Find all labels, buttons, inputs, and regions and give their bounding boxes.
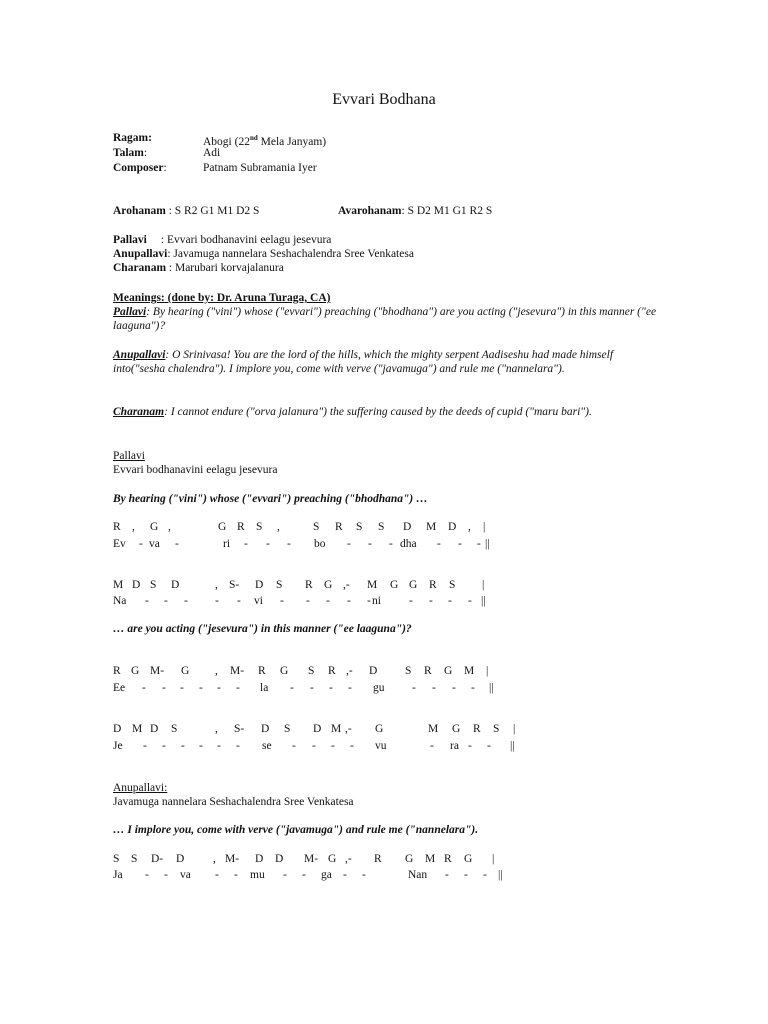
notation-token: - [181, 740, 185, 752]
page-title: Evvari Bodhana [332, 91, 436, 108]
anupallavi-lyric: Javamuga nannelara Seshachalendra Sree Venkatesa [113, 796, 354, 808]
charanam-summary: Charanam : Marubari korvajalanura [113, 262, 284, 274]
notation-token: va [149, 538, 160, 550]
notation-token: S [276, 579, 283, 591]
notation-token: - [180, 682, 184, 694]
notation-token: G [181, 665, 190, 677]
notation-token: G [218, 521, 227, 533]
notation-token: , [168, 521, 171, 533]
notation-token: - [143, 740, 147, 752]
notation-token: - [452, 682, 456, 694]
notation-token: , [215, 665, 218, 677]
composer-label: Composer: [113, 162, 167, 174]
notation-token: G [375, 723, 384, 735]
notation-token: S [171, 723, 178, 735]
notation-token: - [458, 538, 462, 550]
notation-token: - [389, 538, 393, 550]
notation-token: - [162, 682, 166, 694]
notation-token: - [244, 538, 248, 550]
notation-token: S [405, 665, 412, 677]
notation-token: S [150, 579, 157, 591]
notation-token: bo [314, 538, 326, 550]
notation-token: - [302, 869, 306, 881]
notation-token: || [510, 740, 515, 752]
pallavi-lyric: Evvari bodhanavini eelagu jesevura [113, 464, 278, 476]
notation-token: S [313, 521, 320, 533]
notation-token: S [256, 521, 263, 533]
notation-token: M- [304, 853, 319, 865]
avarohanam: Avarohanam: S D2 M1 G1 R2 S [338, 205, 493, 217]
pallavi-heading: Pallavi [113, 450, 145, 462]
notation-token: - [347, 595, 351, 607]
notation-token: M- [225, 853, 240, 865]
notation-token: - [362, 869, 366, 881]
notation-token: D [369, 665, 378, 677]
notation-token: R [429, 579, 437, 591]
notation-token: - [162, 740, 166, 752]
notation-token: dha [400, 538, 417, 550]
notation-token: mu [250, 869, 265, 881]
notation-token: R [424, 665, 432, 677]
notation-token: D [113, 723, 122, 735]
notation-token: , [132, 521, 135, 533]
meaning-anupallavi: Anupallavi: O Srinivasa! You are the lord of the hills, which the mighty serpent Aadiseshu had made himself into("sesha chalendra"). I implore you, come with verve ("javamuga") and rule me ("nannelara"). [113, 349, 614, 375]
notation-token: G [409, 579, 418, 591]
notation-token: - [175, 538, 179, 550]
notation-token: ,- [346, 665, 353, 677]
notation-token: M [428, 723, 439, 735]
notation-token: - [412, 682, 416, 694]
notation-token: - [487, 740, 491, 752]
pallavi-summary: Pallavi : Evvari bodhanavini eelagu jesevura [113, 234, 332, 246]
notation-token: R [328, 665, 336, 677]
notation-token: ra [450, 740, 459, 752]
notation-token: S [356, 521, 363, 533]
notation-token: vu [375, 740, 387, 752]
notation-token: Ja [113, 869, 123, 881]
notation-token: , [215, 579, 218, 591]
anupallavi-summary: Anupallavi: Javamuga nannelara Seshachalendra Sree Venkatesa [113, 248, 414, 260]
notation-token: D [176, 853, 185, 865]
notation-token: S [131, 853, 138, 865]
composer-value: Patnam Subramania Iyer [203, 162, 317, 174]
notation-token: - [145, 595, 149, 607]
notation-token: - [236, 682, 240, 694]
notation-token: - [184, 595, 188, 607]
notation-token: - [139, 538, 143, 550]
notation-token: || [489, 682, 494, 694]
notation-token: D [132, 579, 141, 591]
ragam-label: Ragam: [113, 132, 152, 144]
notation-token: M- [150, 665, 165, 677]
notation-token: Nan [408, 869, 428, 881]
anupallavi-heading: Anupallavi: [113, 782, 168, 794]
notation-token: - [445, 869, 449, 881]
notation-token: R [237, 521, 245, 533]
notation-token: - [483, 869, 487, 881]
notation-token: G [452, 723, 461, 735]
notation-token: , [277, 521, 280, 533]
notation-token: M [331, 723, 342, 735]
notation-token: G [444, 665, 453, 677]
notation-token: D [171, 579, 180, 591]
notation-token: - [199, 682, 203, 694]
notation-token: R [473, 723, 481, 735]
notation-token: - [164, 869, 168, 881]
notation-token: - [287, 538, 291, 550]
notation-token: - [348, 682, 352, 694]
notation-token: ,- [343, 579, 350, 591]
notation-token: vi [254, 595, 263, 607]
notation-token: M [132, 723, 143, 735]
notation-token: - [409, 595, 413, 607]
notation-token: D [255, 579, 264, 591]
notation-token: - [142, 682, 146, 694]
notation-token: - [145, 869, 149, 881]
notation-token: R [258, 665, 266, 677]
notation-token: R [113, 521, 121, 533]
notation-token: Je [113, 740, 123, 752]
pallavi-meaning-1: By hearing ("vini") whose ("evvari") preaching ("bhodhana") … [113, 493, 428, 505]
notation-token: ,- [345, 853, 352, 865]
notation-token: | [483, 521, 486, 533]
notation-token: - [468, 595, 472, 607]
notation-token: G [328, 853, 337, 865]
notation-token: - [292, 740, 296, 752]
notation-token: R [305, 579, 313, 591]
notation-token: - [234, 869, 238, 881]
meaning-pallavi: Pallavi: By hearing ("vini") whose ("evvari") preaching ("bhodhana") are you acting ("jesevura") in this manner ("ee laaguna")? [113, 306, 657, 332]
ragam-value: Abogi (22nd Mela Janyam) [203, 134, 327, 148]
notation-token: - [326, 595, 330, 607]
anupallavi-meaning-1: … I implore you, come with verve ("javamuga") and rule me ("nannelara"). [113, 824, 479, 836]
notation-token: M [113, 579, 124, 591]
notation-token: - [280, 595, 284, 607]
notation-token: - [329, 682, 333, 694]
notation-token: D [255, 853, 264, 865]
notation-token: G [464, 853, 473, 865]
notation-token: R [444, 853, 452, 865]
notation-token: R [335, 521, 343, 533]
talam-value: Adi [203, 147, 221, 159]
notation-token: - [217, 682, 221, 694]
notation-token: G [131, 665, 140, 677]
notation-token: - [306, 595, 310, 607]
notation-token: - [290, 682, 294, 694]
notation-token: - [347, 538, 351, 550]
notation-token: - [448, 595, 452, 607]
notation-token: - [215, 595, 219, 607]
notation-token: - [164, 595, 168, 607]
notation-token: M [426, 521, 437, 533]
notation-token: G [150, 521, 159, 533]
notation-token: | [492, 853, 495, 865]
notation-token: D [261, 723, 270, 735]
notation-token: - [217, 740, 221, 752]
notation-token: - [199, 740, 203, 752]
notation-token: S [113, 853, 120, 865]
notation-token: ,- [345, 723, 352, 735]
notation-token: S- [234, 723, 245, 735]
notation-token: Na [113, 595, 127, 607]
notation-token: ni [372, 595, 381, 607]
notation-token: ri [223, 538, 231, 550]
notation-token: - [350, 740, 354, 752]
notation-token: , [468, 521, 471, 533]
notation-token: || [498, 869, 503, 881]
notation-token: D [403, 521, 412, 533]
notation-token: M [367, 579, 378, 591]
notation-token: D- [151, 853, 164, 865]
notation-token: S [308, 665, 315, 677]
notation-token: - [283, 869, 287, 881]
notation-token: S [493, 723, 500, 735]
notation-token: - [367, 595, 371, 607]
notation-token: la [260, 682, 269, 694]
notation-token: Ee [113, 682, 126, 694]
notation-token: , [213, 853, 216, 865]
notation-token: , [215, 723, 218, 735]
notation-token: D [275, 853, 284, 865]
notation-token: - [237, 595, 241, 607]
notation-token: G [280, 665, 289, 677]
notation-token: - [312, 740, 316, 752]
arohanam: Arohanam : S R2 G1 M1 D2 S [113, 205, 260, 217]
meanings-heading: Meanings: (done by: Dr. Aruna Turaga, CA) [113, 292, 331, 304]
notation-token: - [471, 682, 475, 694]
notation-token: | [482, 579, 485, 591]
notation-token: - [429, 595, 433, 607]
pallavi-meaning-2: … are you acting ("jesevura") in this manner ("ee laaguna")? [113, 623, 412, 635]
notation-token: - [343, 869, 347, 881]
notation-token: S- [229, 579, 240, 591]
notation-token: gu [373, 682, 385, 694]
notation-token: M- [230, 665, 245, 677]
notation-token: - [215, 869, 219, 881]
talam-label: Talam: [113, 147, 148, 159]
notation-token: Ev [113, 538, 126, 550]
notation-token: - [368, 538, 372, 550]
notation-token: - [468, 740, 472, 752]
notation-token: - [236, 740, 240, 752]
notation-token: || [485, 538, 490, 550]
notation-token: se [262, 740, 272, 752]
notation-token: || [481, 595, 486, 607]
notation-token: S [378, 521, 385, 533]
notation-token: M [425, 853, 436, 865]
notation-token: - [437, 538, 441, 550]
notation-token: S [284, 723, 291, 735]
notation-token: D [313, 723, 322, 735]
meaning-charanam: Charanam: I cannot endure ("orva jalanura") the suffering caused by the deeds of cupid ("maru bari"). [113, 406, 592, 418]
notation-token: - [477, 538, 481, 550]
notation-token: G [405, 853, 414, 865]
notation-token: G [324, 579, 333, 591]
notation-token: - [430, 740, 434, 752]
notation-token: D [448, 521, 457, 533]
notation-token: - [266, 538, 270, 550]
notation-token: - [432, 682, 436, 694]
notation-token: - [331, 740, 335, 752]
notation-token: G [390, 579, 399, 591]
notation-token: D [150, 723, 159, 735]
notation-token: S [449, 579, 456, 591]
notation-token: va [180, 869, 191, 881]
notation-token: M [464, 665, 475, 677]
notation-token: - [464, 869, 468, 881]
notation-token: - [310, 682, 314, 694]
notation-token: R [374, 853, 382, 865]
notation-token: R [113, 665, 121, 677]
notation-token: | [486, 665, 489, 677]
notation-token: | [513, 723, 516, 735]
notation-token: ga [321, 869, 332, 881]
